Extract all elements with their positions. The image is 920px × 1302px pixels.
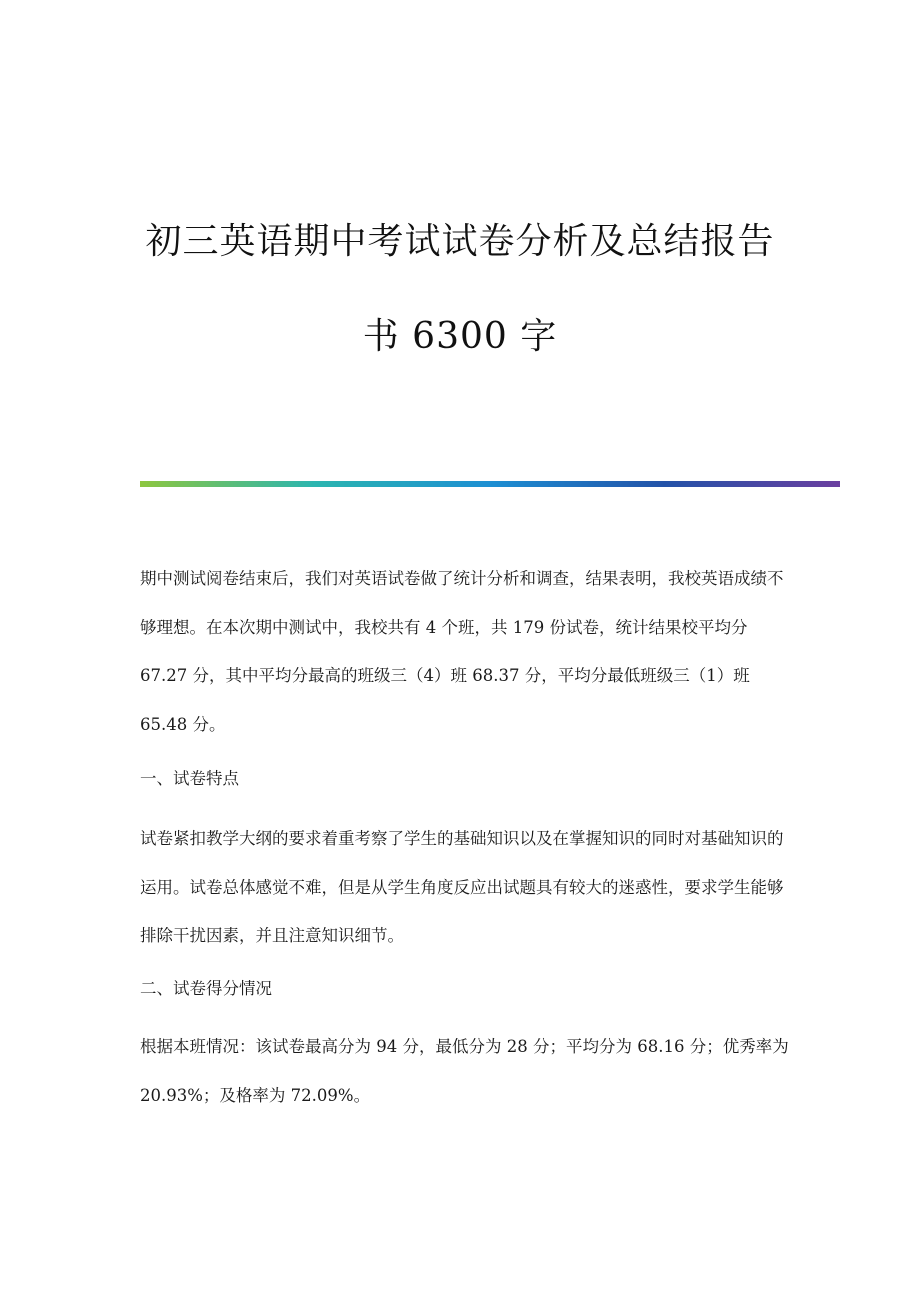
features-paragraph-text: 试卷紧扣教学大纲的要求着重考察了学生的基础知识以及在掌握知识的同时对基础知识的运用。试卷总体感觉不难，但是从学生角度反应出试题具有较大的迷惑性，要求学生能够排除干扰因素，并且注意知识细节。 <box>140 829 784 945</box>
intro-paragraph <box>140 555 790 749</box>
intro-paragraph-text: 期中测试阅卷结束后，我们对英语试卷做了统计分析和调查，结果表明，我校英语成绩不够理想。在本次期中测试中，我校共有 4 个班，共 179 份试卷，统计结果校平均分 67.27 分，其中平均分最高的班级三（4）班 68.37 分，平均分最低班级三（1）班 65.48 分。 <box>140 569 784 734</box>
scores-paragraph-text: 根据本班情况：该试卷最高分为 94 分，最低分为 28 分；平均分为 68.16 分；优秀率为 20.93%；及格率为 72.09%。 <box>140 1037 789 1105</box>
section-heading-features-text: 一、试卷特点 <box>140 769 239 788</box>
document-title-line-2: 书 6300 字 <box>362 316 558 357</box>
section-heading-scores-text: 二、试卷得分情况 <box>140 979 272 998</box>
scores-paragraph <box>140 1023 790 1120</box>
section-heading-scores <box>140 965 790 1014</box>
section-heading-features <box>140 755 790 804</box>
gradient-divider <box>140 481 840 487</box>
document-title-line-1: 初三英语期中考试试卷分析及总结报告 <box>145 221 775 262</box>
features-paragraph <box>140 815 790 961</box>
